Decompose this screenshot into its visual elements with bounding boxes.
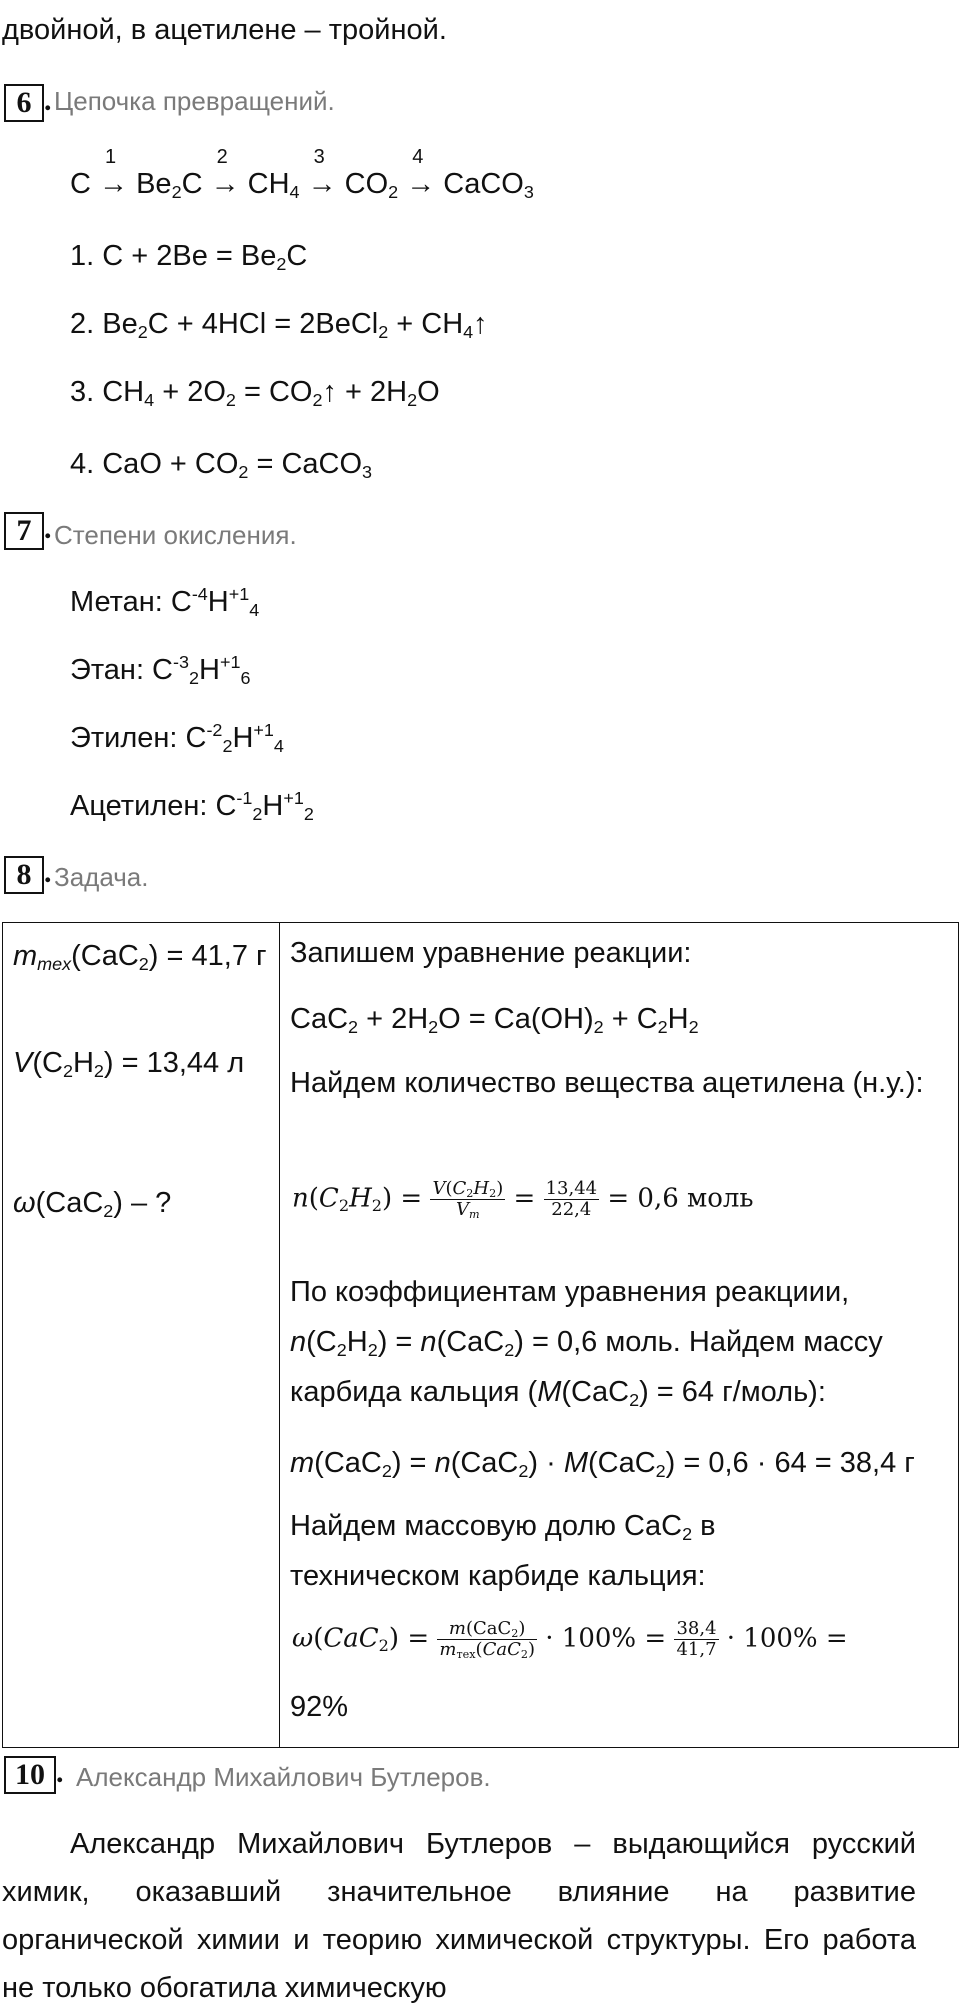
reaction-1: 1. $C + 2Be = Be_2C$ <box>70 240 308 275</box>
top-text-line: двойной, в ацетилене – тройной. <box>2 14 447 46</box>
section-8-number-box: 8 <box>4 856 44 894</box>
given-volume: $V(C_2H_2) = 13,44$ л <box>13 1047 245 1082</box>
chain-item-ch4: $CH_4$ <box>247 168 300 203</box>
oxidation-methane: Метан: $C^{-4}H^{+1}_4$ <box>70 583 260 621</box>
reaction-4: 4. CaO + $CO_2$ = CaCO$_3$ <box>70 448 373 483</box>
chain-arrow-3: → 3 <box>307 146 337 200</box>
given-cell <box>3 923 280 1748</box>
find-fraction: ω(CaC$_2$) – ? <box>13 1187 172 1222</box>
section-10-number-box: 10 <box>4 1756 56 1794</box>
oxidation-ethylene: Этилен: $C^{-2}_2H^{+1}_4$ <box>70 719 284 757</box>
section-10-title: Александр Михайлович Бутлеров. <box>76 1762 491 1792</box>
moles-fraction-1: $\frac{V(C_2H_2)}{V_m}$ <box>432 1178 504 1222</box>
section-8-title: Задача. <box>54 862 149 892</box>
section-6-number-box: 6 <box>4 84 44 122</box>
task-table <box>2 922 959 1748</box>
mass-calculation: m(CaC$_2$) = n(CaC$_2$) · M(CaC$_2$) = 0,6 · 64 = 38,4 г <box>290 1447 915 1482</box>
given-mass: $m_{mex}(CaC_2) = 41,7$ г <box>13 940 267 975</box>
oxidation-acetylene: Ацетилен: $C^{-1}_2H^{+1}_2$ <box>70 787 314 825</box>
fraction-formula: ω(CaC$_2$) = $\frac{m(CaC_2)}{m_{тех}(CaC_2)}$ · 100% = $\frac{38,4}{41,7}$ · 100% = <box>292 1618 848 1662</box>
section-7-dot: . <box>44 512 52 545</box>
solution-step-3: По коэффициентам уравнения реакциии, $n(C_2H_2) = n(CaC_2) = 0,6$ моль. Найдем массу карбида кальция (M(CaC$_2$) = 64 г/моль): <box>290 1276 883 1411</box>
chain-item-co2: $CO_2$ <box>344 168 399 203</box>
solution-cell <box>280 923 959 1748</box>
section-6-dot: . <box>44 84 52 117</box>
chain-arrow-1: → 1 <box>99 146 129 200</box>
reaction-3: 3. $CH_4 + 2O_2$ = $CO_2↑ + 2H_2O$ <box>70 376 440 411</box>
section-10-dot: . <box>56 1756 64 1789</box>
solution-step-5: Найдем массовую долю CaC$_2$ в техническом карбиде кальция: <box>290 1510 716 1592</box>
reaction-equation: $CaC_2 + 2H_2O = Ca(OH)_2 + C_2H_2$ <box>290 1003 699 1038</box>
chain-arrow-2: → 2 <box>210 146 240 200</box>
chain-item-c: C <box>70 168 91 200</box>
section-6-title: Цепочка превращений. <box>54 86 335 116</box>
reaction-2: 2. $Be_2C + 4HCl$ = 2BeCl$_2$ + $CH_4↑$ <box>70 308 488 343</box>
fraction-result: 92% <box>290 1691 349 1723</box>
chain-item-caco3: CaCO$_3$ <box>443 168 534 203</box>
fraction-fraction-1: $\frac{m(CaC_2)}{m_{тех}(CaC_2)}$ <box>439 1618 535 1662</box>
fraction-fraction-2: $\frac{38,4}{41,7}$ <box>676 1618 717 1660</box>
chain-item-be2c: $Be_2C$ <box>136 168 203 203</box>
section-8-dot: . <box>44 856 52 889</box>
oxidation-ethane: Этан: $C^{-3}_2H^{+1}_6$ <box>70 651 251 689</box>
transformation-chain <box>70 146 534 203</box>
solution-step-2: Найдем количество вещества ацетилена (н.у.): <box>290 1067 924 1099</box>
solution-step-1: Запишем уравнение реакции: <box>290 937 692 969</box>
section-7-number-box: 7 <box>4 512 44 550</box>
section-7-title: Степени окисления. <box>54 520 297 550</box>
moles-formula: $n(C_2H_2)$ = $\frac{V(C_2H_2)}{V_m}$ = $\frac{13,44}{22,4}$ = 0,6 моль <box>292 1178 754 1222</box>
butlerov-paragraph: Александр Михайлович Бутлеров – выдающийся русский химик, оказавший значительное влияние на развитие органической химии и теорию химической структуры. Его работа не только обогатила химическую <box>2 1828 916 2004</box>
chain-arrow-4: → 4 <box>406 146 436 200</box>
moles-fraction-2: $\frac{13,44}{22,4}$ <box>545 1178 598 1220</box>
